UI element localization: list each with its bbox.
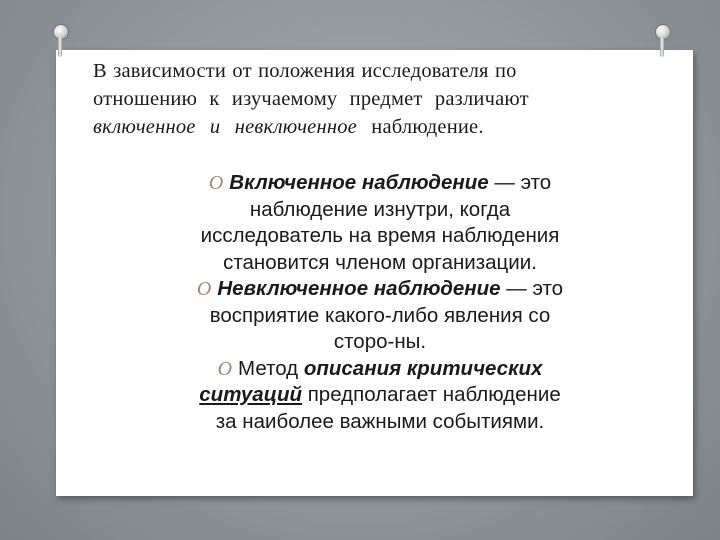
pushpin-right-icon: [654, 24, 670, 58]
bullet-item-critical-incidents: [150, 356, 610, 436]
bullet-text: исследователь на время наблюдения: [200, 224, 560, 247]
bullet-text: за наиболее важными событиями.: [215, 409, 545, 433]
term-included: включенное: [93, 116, 196, 138]
term-observation: наблюдение.: [371, 116, 484, 138]
bullet-text: Метод: [238, 356, 304, 380]
intro-paragraph: [93, 57, 633, 141]
bullet-text: восприятие какого-либо явления со: [209, 303, 551, 327]
bullet-item-nonincluded: [150, 276, 610, 356]
bullet-marker-icon: O: [217, 357, 233, 380]
bullet-text: сторо-ны.: [333, 330, 427, 353]
bullet-term: ситуаций: [199, 383, 302, 406]
bullet-text: становится членом организации.: [223, 250, 537, 274]
bullet-term: описания критических: [303, 356, 543, 380]
intro-line-3: [93, 113, 633, 141]
bullet-marker-icon: O: [196, 278, 212, 300]
pushpin-left-icon: [52, 24, 68, 58]
conjunction: и: [209, 116, 221, 138]
bullet-list: [150, 170, 610, 435]
intro-line-2: отношению к изучаемому предмет различают: [93, 88, 529, 110]
bullet-term: Включенное наблюдение: [229, 171, 489, 194]
term-nonincluded: невключенное: [234, 116, 357, 138]
bullet-text: предполагает наблюдение: [302, 383, 561, 406]
bullet-item-included: [150, 170, 610, 276]
bullet-text: наблюдение изнутри, когда: [249, 197, 511, 221]
bullet-marker-icon: O: [208, 172, 224, 194]
bullet-term: Невключенное наблюдение: [217, 277, 501, 300]
intro-line-1: В зависимости от положения исследователя по: [93, 60, 517, 82]
bullet-text: — это: [488, 171, 552, 194]
bullet-text: — это: [500, 277, 564, 300]
